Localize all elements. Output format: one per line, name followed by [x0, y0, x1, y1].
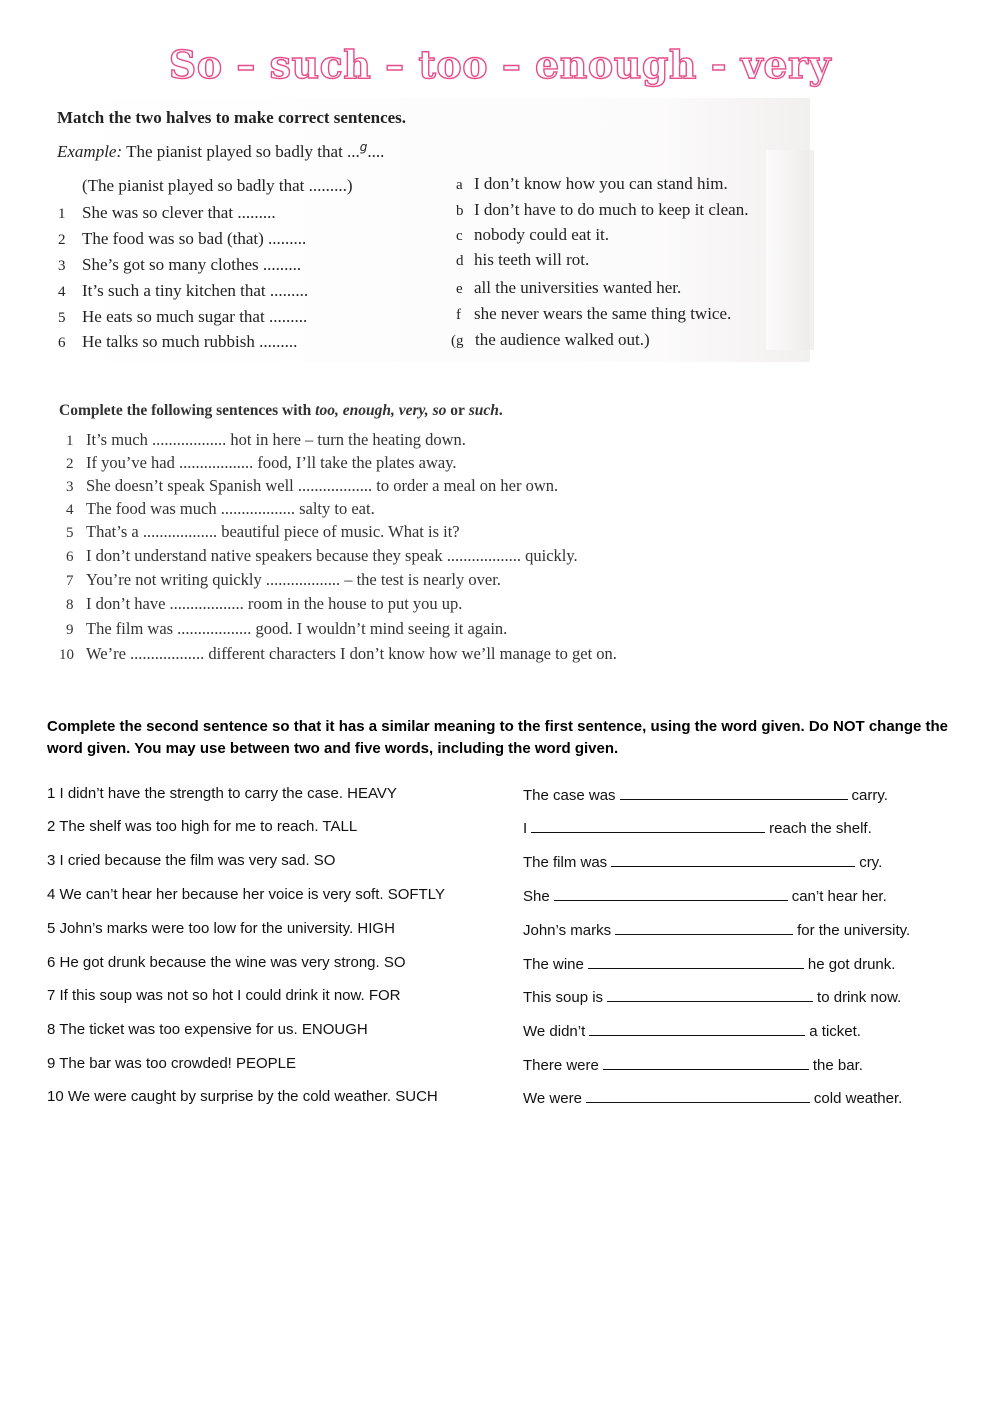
item-text: The film was .................. good. I wouldn’t mind seeing it again. [86, 619, 508, 638]
rewrite-sentence [523, 1055, 863, 1074]
fill-in-item [57, 644, 617, 664]
rewrite-sentence [523, 886, 887, 905]
scan-shadow [766, 150, 814, 350]
example-dots: .... [367, 142, 385, 161]
example-answer: g [359, 140, 368, 154]
match-left-item [58, 307, 307, 327]
rewrite-sentence [523, 987, 901, 1006]
match-right-item [456, 278, 681, 298]
rewrite-start: The film was [523, 854, 608, 871]
item-text: She doesn’t speak Spanish well .................. to order a meal on her own. [86, 476, 559, 495]
match-left-num: 3 [58, 258, 66, 274]
rewrite-start: She [523, 888, 550, 905]
original-sentence: 7 If this soup was not so hot I could drink it now. FOR [47, 987, 401, 1004]
match-right-item [456, 225, 609, 245]
match-right-text: all the universities wanted her. [474, 278, 682, 297]
answer-blank[interactable] [589, 1021, 805, 1036]
answer-blank[interactable] [588, 954, 804, 969]
match-left-item [58, 332, 297, 352]
rewrite-start: There were [523, 1057, 599, 1074]
match-left-text: The food was so bad (that) ......... [82, 229, 307, 248]
item-number: 7 [66, 573, 74, 589]
fill-in-item [57, 570, 501, 590]
item-text: That’s a .................. beautiful piece of music. What is it? [86, 522, 460, 541]
match-left-item [58, 203, 276, 223]
match-right-text: she never wears the same thing twice. [474, 304, 732, 323]
match-right-letter: c [456, 228, 463, 244]
match-right-letter: f [456, 307, 461, 323]
heading-words: too, enough, very, [315, 402, 429, 419]
match-right-letter: e [456, 281, 463, 297]
heading-so: so [428, 402, 451, 419]
answer-blank[interactable] [554, 886, 788, 901]
item-number: 2 [66, 456, 74, 472]
fill-in-section [48, 392, 808, 677]
item-number: 3 [66, 479, 74, 495]
match-right-text: his teeth will rot. [474, 250, 590, 269]
match-right-item [456, 250, 589, 270]
match-left-num: 1 [58, 206, 66, 222]
item-text: You’re not writing quickly .................. – the test is nearly over. [86, 570, 501, 589]
original-sentence: 8 The ticket was too expensive for us. ENOUGH [47, 1021, 368, 1038]
match-right-text: nobody could eat it. [474, 225, 610, 244]
match-right-item [456, 174, 728, 194]
rewrite-end: a ticket. [809, 1023, 861, 1040]
item-number: 6 [66, 549, 74, 565]
rewrite-end: carry. [851, 787, 888, 804]
item-number: 4 [66, 502, 74, 518]
match-right-text: I don’t know how you can stand him. [474, 174, 728, 193]
fill-in-item [57, 499, 375, 519]
fill-in-heading [59, 402, 503, 420]
answer-blank[interactable] [586, 1088, 810, 1103]
item-text: I don’t have .................. room in the house to put you up. [86, 594, 463, 613]
match-left-text: She was so clever that ......... [82, 203, 276, 222]
match-left-num: 2 [58, 232, 66, 248]
fill-in-item [57, 619, 507, 639]
example-label: Example: [57, 142, 123, 161]
original-sentence: 5 John’s marks were too low for the university. HIGH [47, 920, 395, 937]
answer-blank[interactable] [603, 1055, 809, 1070]
page-title: So – such – too – enough - very [168, 42, 832, 87]
answer-blank[interactable] [615, 920, 793, 935]
original-sentence: 3 I cried because the film was very sad. SO [47, 852, 336, 869]
rewrite-start: John’s marks [523, 922, 612, 939]
rewrite-end: he got drunk. [807, 956, 896, 973]
answer-blank[interactable] [531, 818, 765, 833]
example-text: The pianist played so badly that ... [126, 142, 360, 161]
answer-blank[interactable] [607, 987, 813, 1002]
match-left-num: 6 [58, 335, 66, 351]
rewrite-end: the bar. [812, 1057, 863, 1074]
matching-section [48, 98, 810, 362]
fill-in-item [57, 522, 460, 542]
matching-heading: Match the two halves to make correct sentences. [57, 108, 407, 127]
rewrite-end: to drink now. [817, 989, 902, 1006]
item-number: 5 [66, 525, 74, 541]
rewrite-end: can’t hear her. [791, 888, 887, 905]
rewrite-end: reach the shelf. [769, 820, 872, 837]
rewrite-sentence [523, 785, 888, 804]
match-right-letter: (g [451, 333, 464, 349]
rewrite-start: The wine [523, 956, 584, 973]
rewrite-start: This soup is [523, 989, 604, 1006]
original-sentence: 9 The bar was too crowded! PEOPLE [47, 1055, 297, 1072]
match-right-item [456, 200, 748, 220]
rewrite-start: We didn’t [523, 1023, 586, 1040]
match-right-item [456, 304, 731, 324]
item-number: 1 [66, 433, 74, 449]
fill-in-item [57, 594, 462, 614]
rewrite-end: cry. [859, 854, 883, 871]
heading-or: or [450, 402, 465, 419]
item-number: 9 [66, 622, 74, 638]
match-right-letter: d [456, 253, 464, 269]
original-sentence: 4 We can’t hear her because her voice is very soft. SOFTLY [47, 886, 445, 903]
match-right-text: I don’t have to do much to keep it clean. [474, 200, 749, 219]
match-left-text: He eats so much sugar that ......... [82, 307, 308, 326]
rewrite-sentence [523, 852, 882, 871]
original-sentence: 10 We were caught by surprise by the cold weather. SUCH [47, 1088, 438, 1105]
match-left-text: She’s got so many clothes ......... [82, 255, 302, 274]
item-text: It’s much .................. hot in here – turn the heating down. [86, 430, 466, 449]
item-text: We’re .................. different characters I don’t know how we’ll manage to get on. [86, 644, 617, 663]
rewrite-sentence [523, 1021, 861, 1040]
rewrite-sentence [523, 920, 910, 939]
heading-such: such [464, 402, 499, 419]
item-text: I don’t understand native speakers because they speak .................. quickly. [86, 546, 578, 565]
item-number: 10 [59, 647, 74, 663]
match-left-item [58, 281, 308, 301]
item-text: The food was much .................. salty to eat. [86, 499, 375, 518]
original-sentence: 1 I didn’t have the strength to carry the case. HEAVY [47, 785, 397, 802]
match-left-item [82, 176, 353, 196]
fill-in-item [57, 453, 457, 473]
rewrite-sentence [523, 1088, 902, 1107]
item-text: If you’ve had .................. food, I’ll take the plates away. [86, 453, 457, 472]
heading-text: Complete the following sentences with [59, 402, 316, 419]
rewrite-end: for the university. [797, 922, 911, 939]
match-left-item [58, 229, 306, 249]
fill-in-item [57, 476, 558, 496]
answer-blank[interactable] [611, 852, 855, 867]
item-number: 8 [66, 597, 74, 613]
rewrite-end: cold weather. [813, 1090, 903, 1107]
fill-in-item [57, 546, 578, 566]
rewrite-start: The case was [523, 787, 616, 804]
rewrite-sentence [523, 818, 872, 837]
heading-end: . [498, 402, 503, 419]
match-left-text: He talks so much rubbish ......... [82, 332, 298, 351]
match-right-letter: a [456, 177, 463, 193]
match-left-text: It’s such a tiny kitchen that ......... [82, 281, 309, 300]
example-sentence [57, 142, 384, 162]
original-sentence: 2 The shelf was too high for me to reach. TALL [47, 818, 358, 835]
rewrite-start: I [523, 820, 528, 837]
match-right-item [451, 330, 650, 350]
match-left-item [58, 255, 301, 275]
rewrite-sentence [523, 954, 895, 973]
match-left-num: 5 [58, 310, 66, 326]
fill-in-item [57, 430, 466, 450]
match-left-num: 4 [58, 284, 66, 300]
match-right-letter: b [456, 203, 464, 219]
answer-blank[interactable] [620, 785, 848, 800]
match-left-text: (The pianist played so badly that .........) [82, 176, 353, 195]
transformation-instructions: Complete the second sentence so that it has a similar meaning to the first sentence, using the word given. Do NOT change the word given. You may use between two and five words, including the word given. [47, 718, 949, 757]
rewrite-start: We were [523, 1090, 582, 1107]
original-sentence: 6 He got drunk because the wine was very strong. SO [47, 954, 406, 971]
match-right-text: the audience walked out.) [475, 330, 650, 349]
